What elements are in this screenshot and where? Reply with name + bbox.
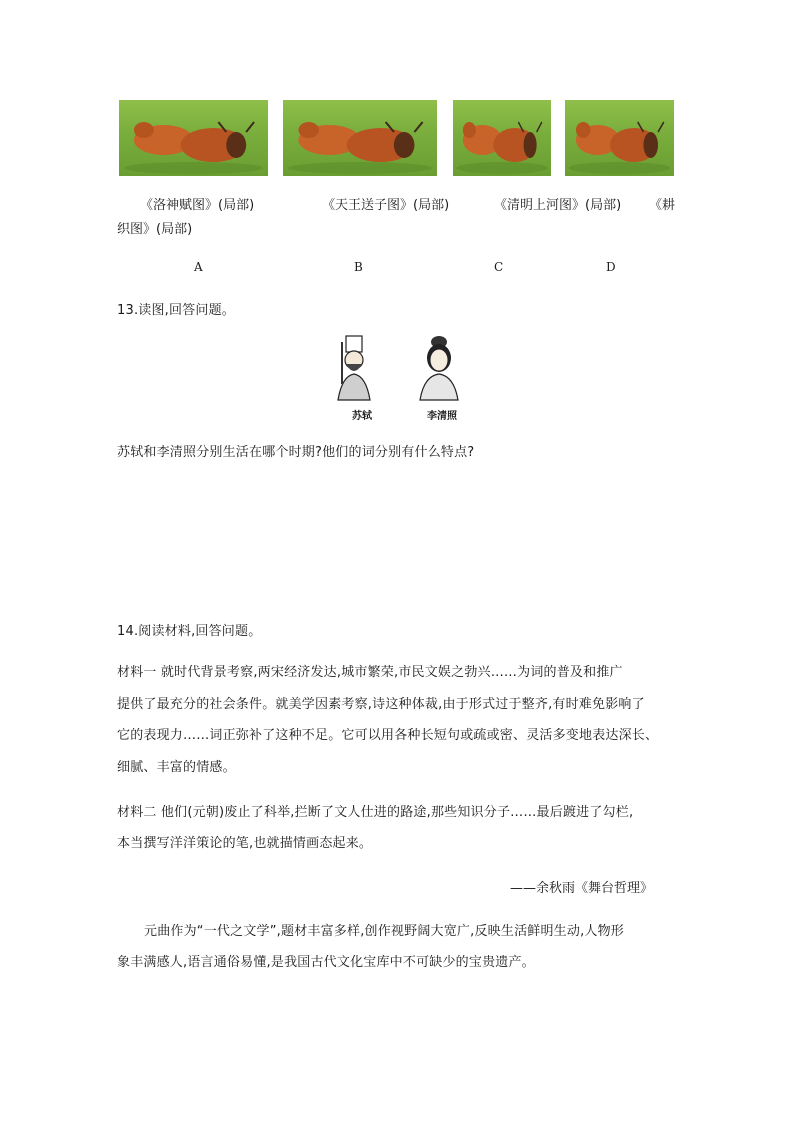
caption-a: 《洛神赋图》(局部) <box>140 198 255 213</box>
image-d <box>565 100 674 176</box>
material-2-line-1: 材料二 他们(元朝)废止了科举,拦断了文人仕进的路途,那些知识分子……最后踱进了勾栏, <box>117 805 634 820</box>
option-letter-d: D <box>606 260 616 274</box>
portrait-label-su-shi: 苏轼 <box>352 411 372 422</box>
material-2-line-2: 本当撰写洋洋策论的笔,也就描情画态起来。 <box>117 836 373 851</box>
option-letter-b: B <box>354 260 363 274</box>
material-1-line-4: 细腻、丰富的情感。 <box>117 760 236 775</box>
caption-d-start: 《耕 <box>649 198 676 213</box>
caption-d-end: 织图》(局部) <box>117 222 193 237</box>
portrait-label-li-qingzhao: 李清照 <box>427 411 457 422</box>
cows-photo-icon <box>453 100 551 176</box>
image-c <box>453 100 551 176</box>
cows-photo-icon <box>565 100 674 176</box>
paragraph-3-line-1: 元曲作为“一代之文学”,题材丰富多样,创作视野阔大宽广,反映生活鲜明生动,人物形 <box>144 924 624 939</box>
portrait-illustration-icon <box>332 334 467 406</box>
portraits <box>332 334 467 406</box>
option-letter-a: A <box>194 260 203 274</box>
q13-question: 苏轼和李清照分别生活在哪个时期?他们的词分别有什么特点? <box>117 445 475 460</box>
q13-title: 13.读图,回答问题。 <box>117 303 236 318</box>
q14-title: 14.阅读材料,回答问题。 <box>117 624 262 639</box>
caption-b: 《天王送子图》(局部) <box>322 198 450 213</box>
image-a <box>119 100 268 176</box>
material-1-line-1: 材料一 就时代背景考察,两宋经济发达,城市繁荣,市民文娱之勃兴……为词的普及和推广 <box>117 665 623 680</box>
cows-photo-icon <box>119 100 268 176</box>
cows-photo-icon <box>283 100 437 176</box>
option-letter-c: C <box>494 260 504 274</box>
image-b <box>283 100 437 176</box>
paragraph-3-line-2: 象丰满感人,语言通俗易懂,是我国古代文化宝库中不可缺少的宝贵遗产。 <box>117 955 535 970</box>
material-1-line-2: 提供了最充分的社会条件。就美学因素考察,诗这种体裁,由于形式过于整齐,有时难免影响了 <box>117 697 645 712</box>
material-2-source: ——余秋雨《舞台哲理》 <box>510 881 654 896</box>
material-1-line-3: 它的表现力……词正弥补了这种不足。它可以用各种长短句或疏或密、灵活多变地表达深长、 <box>117 728 659 743</box>
caption-c: 《清明上河图》(局部) <box>494 198 622 213</box>
